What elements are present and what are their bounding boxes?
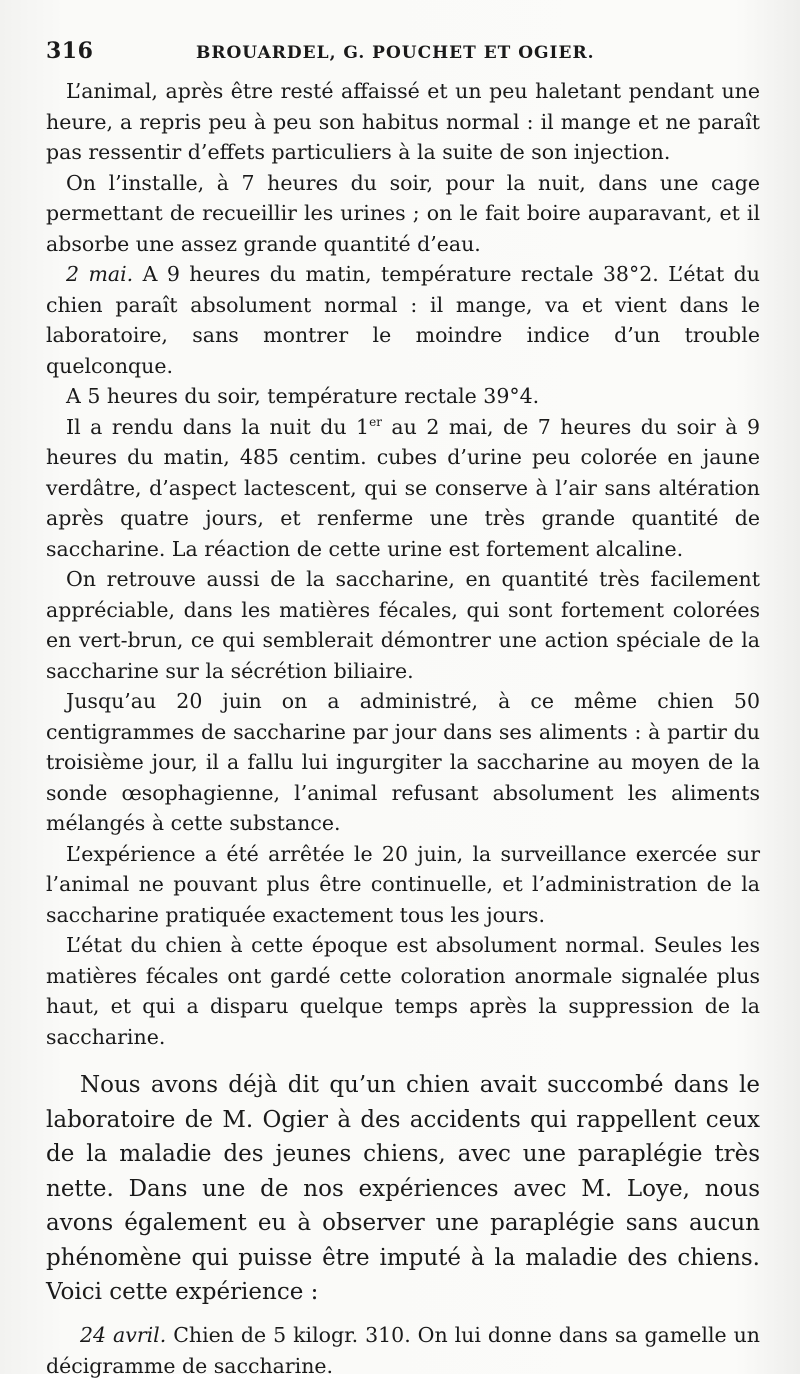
paragraph: L’expérience a été arrêtée le 20 juin, la surveillance exercée sur l’animal ne pouvant plus être continuelle, et l’administration de la saccharine pratiquée exactement tous les jours. bbox=[46, 841, 760, 927]
page-header bbox=[46, 38, 760, 76]
page-number: 316 bbox=[46, 38, 94, 64]
paragraph: L’état du chien à cette époque est absolument normal. Seules les matières fécales ont gardé cette coloration anormale signalée plus haut, et qui a disparu quelque temps après la suppression de la saccharine. bbox=[46, 933, 760, 1049]
main-text bbox=[46, 1068, 760, 1310]
date-label: 24 avril. bbox=[80, 1322, 167, 1347]
running-head: BROUARDEL, G. POUCHET ET OGIER. bbox=[196, 43, 595, 63]
paragraph: Nous avons déjà dit qu’un chien avait succombé dans le laboratoire de M. Ogier à des accidents qui rappellent ceux de la maladie des jeunes chiens, avec une paraplégie très nette. Dans une de nos expériences avec M. Loye, nous avons également eu à observer une paraplégie sans aucun phénomène qui puisse être imputé à la maladie des chiens. Voici cette expérience : bbox=[46, 1072, 760, 1305]
paragraph: On retrouve aussi de la saccharine, en quantité très facilement appréciable, dans les matières fécales, qui sont fortement colorées en vert-brun, ce qui semblerait démontrer une action spéciale de la saccharine sur la sécrétion biliaire. bbox=[46, 567, 760, 683]
paragraph: On l’installe, à 7 heures du soir, pour la nuit, dans une cage permettant de recueillir les urines ; on le fait boire auparavant, et il absorbe une assez grande quantité d’eau. bbox=[46, 170, 760, 256]
paragraph: 24 avril. Chien de 5 kilogr. 310. On lui donne dans sa gamelle un décigramme de saccharine. bbox=[46, 1322, 760, 1378]
paragraph: A 5 heures du soir, température rectale 39°4. bbox=[66, 384, 540, 408]
paragraph: 2 mai. A 9 heures du matin, température rectale 38°2. L’état du chien paraît absolument normal : il mange, va et vient dans le laboratoire, sans montrer le moindre indice d’un trouble quelconque. bbox=[46, 262, 760, 378]
date-label: 2 mai. bbox=[66, 262, 134, 286]
paragraph: Jusqu’au 20 juin on a administré, à ce même chien 50 centigrammes de saccharine par jour dans ses aliments : à partir du troisième jour, il a fallu lui ingurgiter la saccharine au moyen de la sonde œsophagienne, l’animal refusant absolument les aliments mélangés à cette substance. bbox=[46, 689, 760, 835]
paragraph: L’animal, après être resté affaissé et un peu haletant pendant une heure, a repris peu à peu son habitus normal : il mange et ne paraît pas ressentir d’effets particuliers à la suite de son injection. bbox=[46, 79, 760, 164]
experiment-notes bbox=[46, 76, 760, 1052]
superscript: er bbox=[369, 414, 382, 429]
paragraph: Il a rendu dans la nuit du 1er au 2 mai, de 7 heures du soir à 9 heures du matin, 485 centim. cubes d’urine peu colorée en jaune verdâtre, d’aspect lactescent, qui se conserve à l’air sans altération après quatre jours, et renferme une très grande quantité de saccharine. La réaction de cette urine est fortement alcaline. bbox=[46, 414, 760, 561]
experiment-start bbox=[46, 1320, 760, 1382]
